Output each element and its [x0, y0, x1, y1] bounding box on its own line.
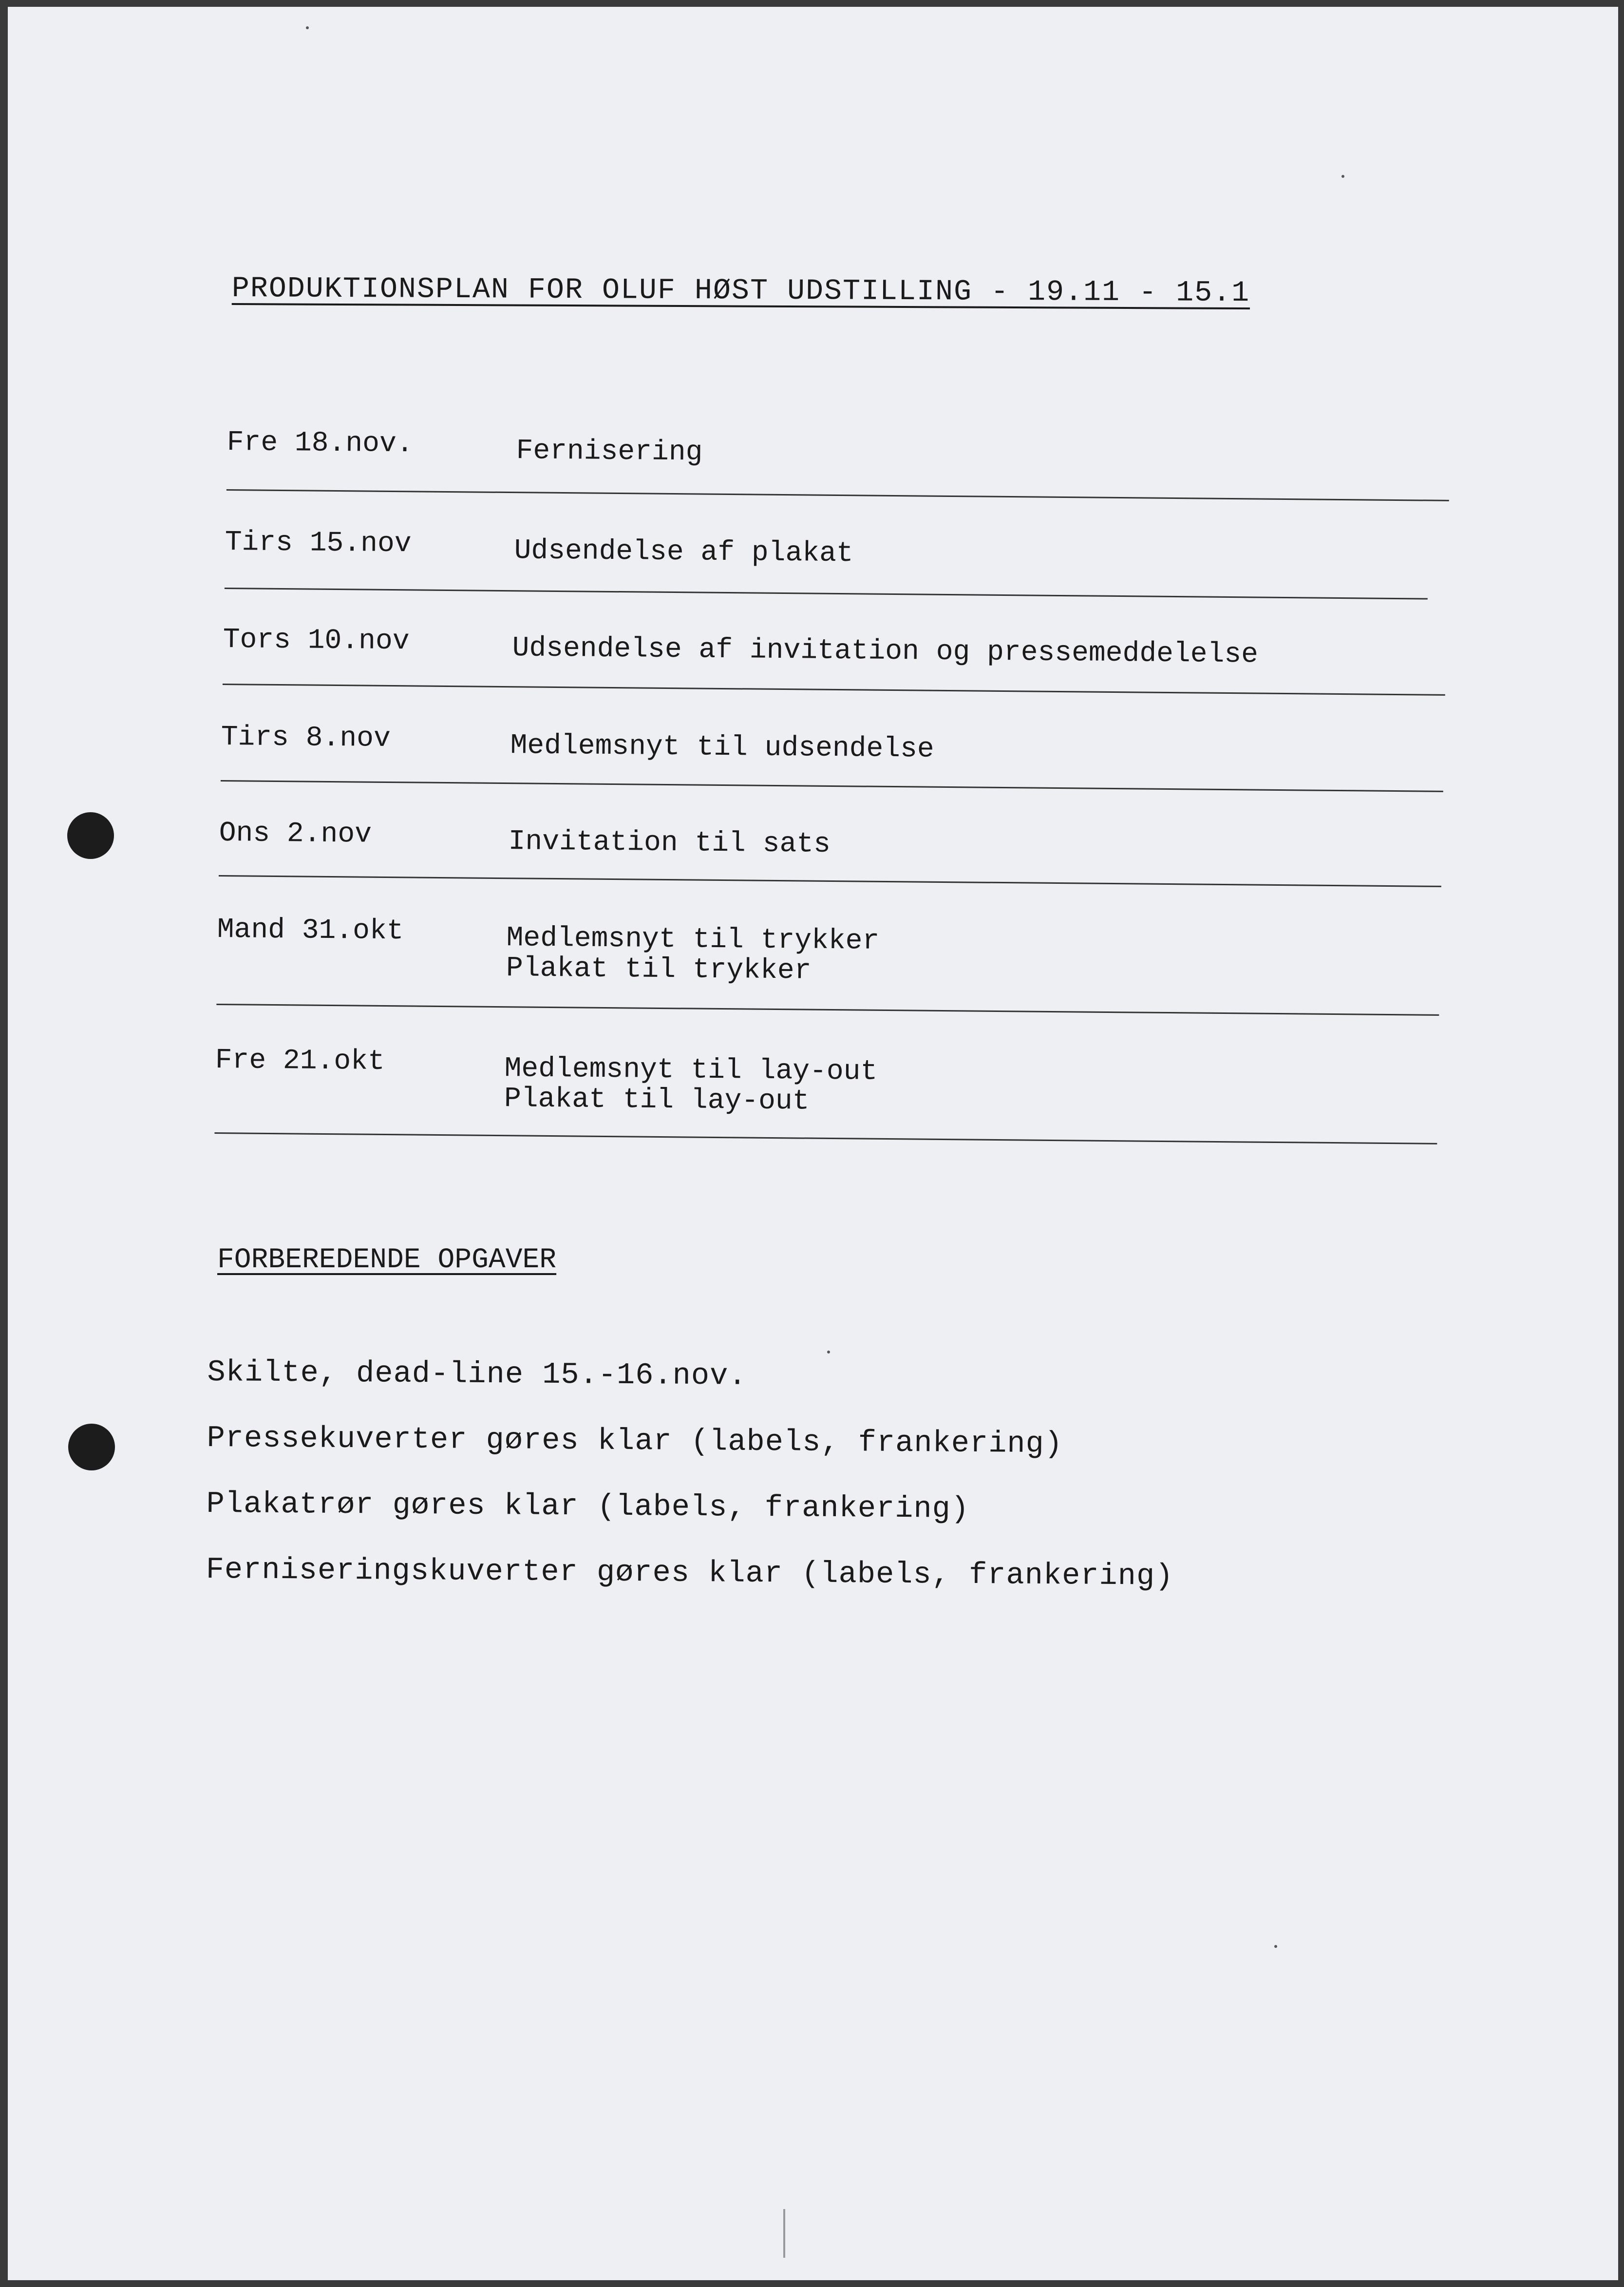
row-tasks [512, 633, 1258, 670]
schedule-row [223, 624, 1446, 671]
row-divider [221, 780, 1443, 792]
schedule-row [215, 1045, 1438, 1118]
row-task: Plakat til lay-out [504, 1083, 810, 1118]
row-tasks [508, 827, 831, 860]
preparatory-list [206, 1339, 1175, 1609]
row-task: Medlemsnyt til udsendelse [510, 730, 934, 765]
row-divider [225, 588, 1428, 600]
row-task: Fernisering [516, 435, 703, 469]
paper-speck [827, 1351, 830, 1353]
schedule-row [227, 427, 1450, 469]
row-tasks [516, 436, 702, 468]
paper-speck [1341, 175, 1344, 178]
row-tasks [504, 1054, 878, 1118]
document-page [8, 7, 1618, 2280]
row-date: Mand 31.okt [217, 914, 404, 948]
row-divider [216, 1004, 1439, 1016]
schedule-row [219, 818, 1442, 860]
row-divider [219, 875, 1441, 887]
row-task: Medlemsnyt til trykker [506, 922, 880, 957]
punch-hole-lower [68, 1424, 115, 1470]
section-heading: FORBEREDENDE OPGAVER [217, 1244, 557, 1276]
row-task: Udsendelse af invitation og pressemeddelelse [512, 632, 1259, 671]
schedule-row [217, 914, 1440, 987]
row-date: Tirs 8.nov [221, 722, 391, 755]
row-task: Invitation til sats [508, 826, 831, 860]
row-date: Fre 21.okt [215, 1045, 385, 1078]
list-item: Pressekuverter gøres klar (labels, frankering) [207, 1420, 1063, 1462]
row-task: Medlemsnyt til lay-out [504, 1053, 878, 1088]
row-date: Ons 2.nov [219, 818, 372, 851]
row-task: Plakat til trykker [506, 953, 812, 987]
row-task: Udsendelse af plakat [514, 535, 853, 570]
row-date: Fre 18.nov. [227, 427, 414, 460]
row-divider [227, 489, 1449, 501]
list-item: Plakatrør gøres klar (labels, frankering) [206, 1486, 970, 1526]
list-item: Ferniseringskuverter gøres klar (labels, frankering) [206, 1552, 1174, 1594]
row-divider [214, 1132, 1437, 1144]
row-divider [223, 684, 1445, 696]
paper-scratch [783, 2209, 785, 2258]
row-tasks [510, 731, 934, 765]
schedule-row [221, 722, 1444, 765]
paper-speck [306, 26, 309, 29]
list-item: Skilte, dead-line 15.-16.nov. [207, 1354, 747, 1393]
row-date: Tirs 15.nov [225, 527, 412, 560]
punch-hole-upper [67, 812, 114, 859]
row-date: Tors 10.nov [223, 624, 410, 658]
row-tasks [506, 923, 880, 987]
schedule-row [225, 527, 1448, 570]
document-title: PRODUKTIONSPLAN FOR OLUF HØST UDSTILLING - 19.11 - 15.1 [231, 272, 1250, 310]
paper-speck [1274, 1945, 1277, 1948]
row-tasks [514, 536, 853, 569]
